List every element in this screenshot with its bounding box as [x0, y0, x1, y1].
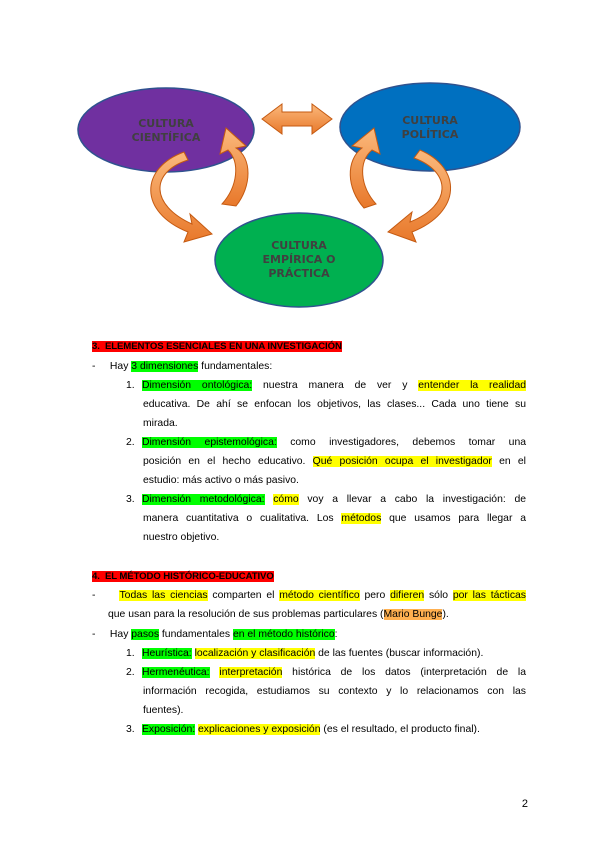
label-politica-1: CULTURA	[402, 114, 458, 127]
bullet-ciencias-line-2: que usan para la resolución de sus problemas particulares (Mario Bunge).	[108, 609, 449, 620]
page-number: 2	[521, 798, 528, 810]
dimension-1-line-3: mirada.	[143, 418, 178, 429]
step-3: 3. Exposición: explicaciones y exposición (es el resultado, el producto final).	[126, 724, 480, 735]
label-empirica-1: CULTURA	[271, 239, 327, 252]
dimension-1-line-1: 1. Dimensión ontológica: nuestra manera de ver y entender la realidad	[126, 380, 527, 391]
label-cientifica-2: CIENTÍFICA	[131, 131, 201, 144]
label-empirica-2: EMPÍRICA O	[262, 253, 336, 266]
bullet-dimensions: - Hay 3 dimensiones fundamentales:	[92, 361, 273, 372]
dimension-3-line-2: manera cuantitativa o cualitativa. Los métodos que usamos para llegar a	[143, 513, 526, 524]
label-cientifica-1: CULTURA	[138, 117, 194, 130]
step-2-line-3: fuentes).	[143, 705, 184, 716]
bullet-pasos: - Hay pasos fundamentales en el método histórico:	[92, 629, 338, 640]
section-4-heading: 4. EL MÉTODO HISTÓRICO-EDUCATIVO	[92, 571, 274, 582]
step-2-line-1: 2. Hermenéutica: interpretación histórica de los datos (interpretación de la	[126, 667, 526, 678]
dimension-3-line-1: 3. Dimensión metodológica: cómo voy a llevar a cabo la investigación: de	[126, 494, 527, 505]
bullet-ciencias-line-1: - Todas las ciencias comparten el método científico pero difieren sólo por las tácticas	[92, 590, 526, 601]
dimension-2-line-2: posición en el hecho educativo. Qué posición ocupa el investigador en el	[143, 456, 526, 467]
dimension-2-line-1: 2. Dimensión epistemológica: como investigadores, debemos tomar una	[126, 437, 526, 448]
dimension-3-line-3: nuestro objetivo.	[143, 532, 220, 543]
culture-diagram	[0, 0, 600, 320]
section-3-heading: 3. ELEMENTOS ESENCIALES EN UNA INVESTIGACIÓN	[92, 341, 342, 352]
label-politica-2: POLÍTICA	[401, 128, 459, 141]
dimension-2-line-3: estudio: más activo o más pasivo.	[143, 475, 299, 486]
label-empirica-3: PRÁCTICA	[268, 267, 330, 280]
step-1: 1. Heurística: localización y clasificación de las fuentes (buscar información).	[126, 648, 484, 659]
step-2-line-2: información recogida, estudiamos su contexto y lo relacionamos con las	[143, 686, 526, 697]
dimension-1-line-2: educativa. De ahí se enfocan los objetivos, las clases... Cada uno tiene su	[143, 399, 526, 410]
double-arrow-icon	[262, 104, 332, 134]
